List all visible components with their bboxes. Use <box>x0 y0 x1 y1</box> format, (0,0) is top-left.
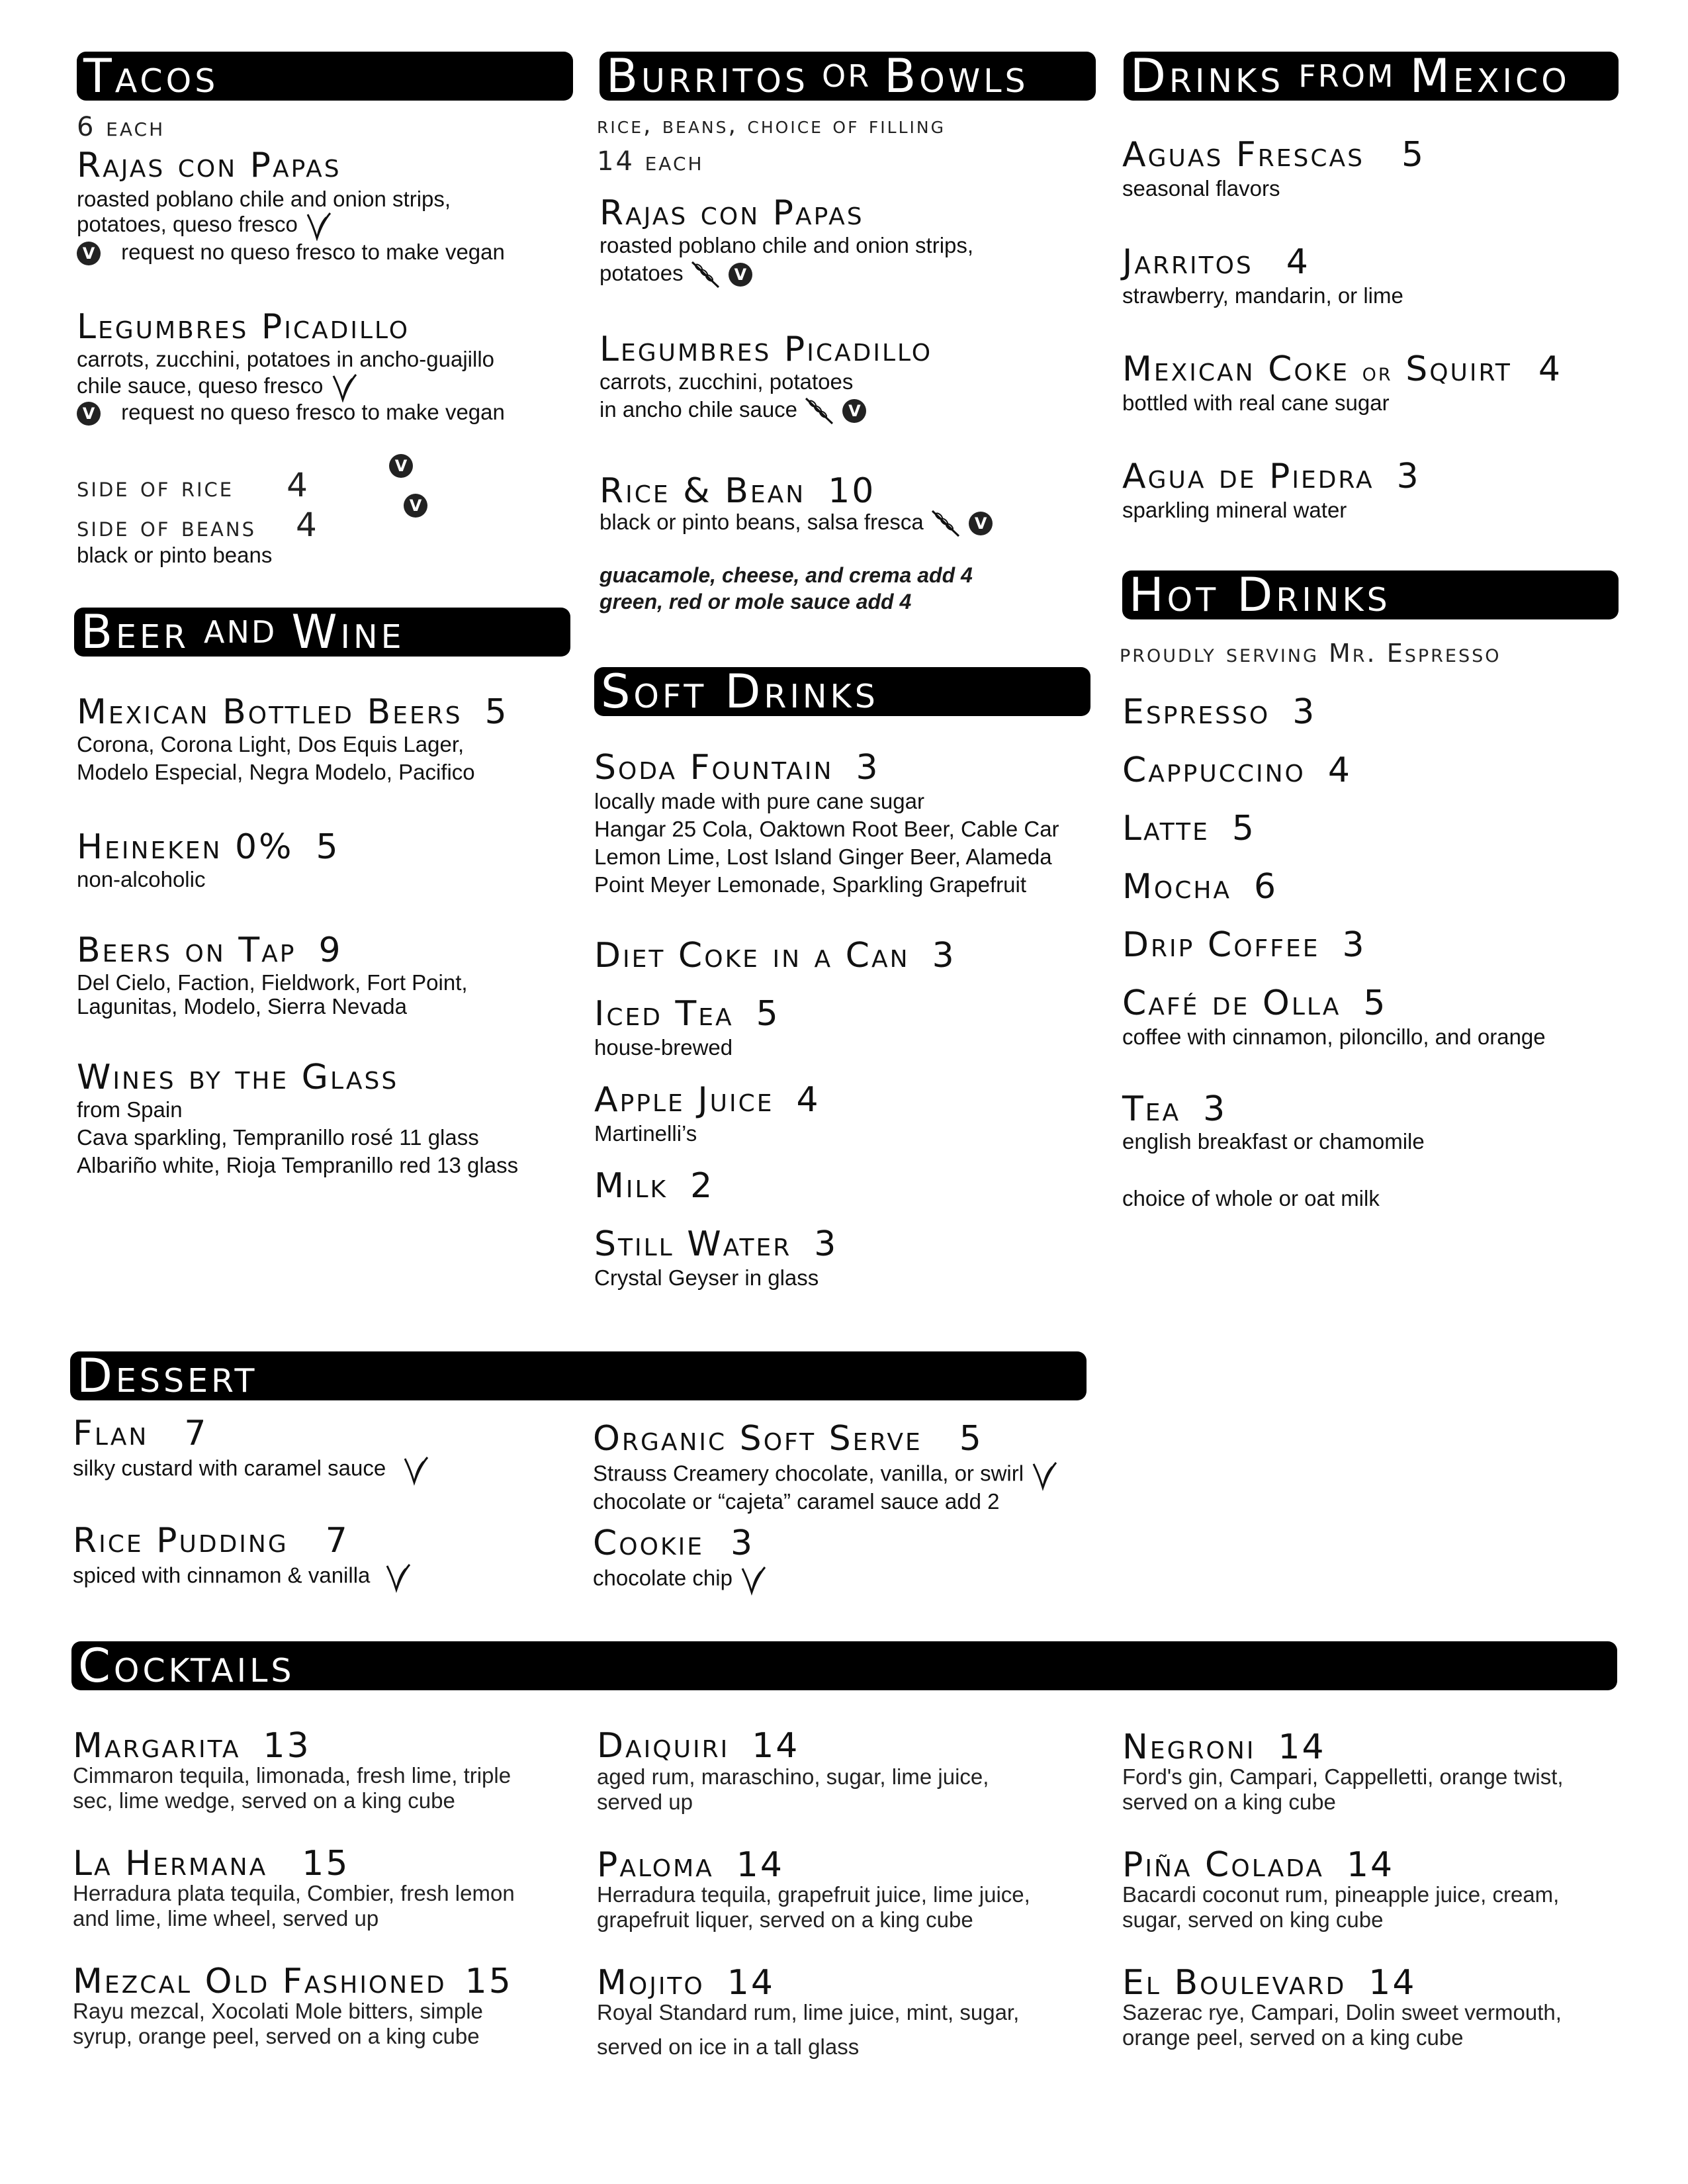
menu-item-desc: non-alcoholic <box>77 867 206 891</box>
menu-item-name: Daiquiri 14 <box>597 1726 800 1766</box>
menu-item-desc: chile sauce, queso fresco <box>77 372 359 402</box>
menu-item-desc: Sazerac rye, Campari, Dolin sweet vermouth, <box>1122 2000 1562 2025</box>
burritos-subtitle: rice, beans, choice of filling <box>597 112 946 139</box>
menu-item-name: Soda Fountain 3 <box>594 748 880 788</box>
menu-item-name: Cappuccino 4 <box>1122 751 1352 790</box>
menu-item-name: Mexican Coke or Squirt 4 <box>1122 349 1562 389</box>
menu-item-name: Rice Pudding 7 <box>73 1521 349 1561</box>
vegan-badge-icon: V <box>77 242 101 265</box>
menu-item-desc: aged rum, maraschino, sugar, lime juice, <box>597 1764 989 1789</box>
vegetarian-leaf-icon <box>383 1561 412 1594</box>
menu-item-desc: potatoes V <box>600 259 752 290</box>
side-item: side of rice 4 <box>77 466 310 504</box>
menu-item-desc: Herradura tequila, grapefruit juice, lime juice, <box>597 1882 1030 1907</box>
menu-item-name: Rajas con Papas <box>600 193 864 233</box>
menu-item-desc: Lemon Lime, Lost Island Ginger Beer, Alameda <box>594 844 1052 869</box>
menu-item-desc: chocolate chip <box>593 1563 768 1596</box>
menu-item-name: Cookie 3 <box>593 1524 755 1563</box>
section-header-beer-wine: Beer AND Wine <box>74 608 570 657</box>
menu-item-desc: Albariño white, Rioja Tempranillo red 13 glass <box>77 1153 519 1177</box>
menu-item-desc: syrup, orange peel, served on a king cube <box>73 2024 480 2048</box>
menu-item-name: Organic Soft Serve 5 <box>593 1419 983 1459</box>
menu-item-name: Rice & Bean 10 <box>600 471 876 511</box>
menu-item-desc: silky custard with caramel sauce <box>73 1453 430 1486</box>
menu-item-name: Still Water 3 <box>594 1224 838 1264</box>
menu-item-name: La Hermana 15 <box>73 1844 350 1884</box>
vegan-badge-icon: V <box>842 399 866 423</box>
menu-item-name: Mojito 14 <box>597 1963 775 2003</box>
menu-item-desc: and lime, lime wheel, served up <box>73 1906 379 1931</box>
section-header-cocktails: Cocktails <box>71 1641 1617 1690</box>
burritos-price-note: 14 each <box>597 146 704 177</box>
menu-item-name: Flan 7 <box>73 1414 208 1453</box>
menu-item-name: Agua de Piedra 3 <box>1122 457 1421 496</box>
menu-item-desc: served on ice in a tall glass <box>597 2034 860 2059</box>
vegetarian-leaf-icon <box>738 1563 768 1596</box>
vegetarian-leaf-icon <box>304 210 333 241</box>
menu-item-name: Legumbres Picadillo <box>600 330 933 369</box>
menu-item-name: Beers on Tap 9 <box>77 931 343 970</box>
menu-item-desc: seasonal flavors <box>1122 176 1280 201</box>
menu-item-desc: coffee with cinnamon, piloncillo, and orange <box>1122 1024 1546 1049</box>
menu-item-desc: Crystal Geyser in glass <box>594 1265 819 1290</box>
menu-item-name: Aguas Frescas 5 <box>1122 135 1426 175</box>
menu-item-desc: spiced with cinnamon & vanilla <box>73 1561 412 1594</box>
menu-item-name: Wines by the Glass <box>77 1058 399 1097</box>
milk-note: choice of whole or oat milk <box>1122 1186 1380 1210</box>
vegan-note: V request no queso fresco to make vegan <box>77 398 505 426</box>
vegan-badge-icon: V <box>389 454 413 478</box>
menu-item-desc: Corona, Corona Light, Dos Equis Lager, <box>77 732 465 756</box>
burrito-addon: guacamole, cheese, and crema add 4 <box>600 563 973 587</box>
menu-item-desc: roasted poblano chile and onion strips, <box>600 233 974 257</box>
menu-item-name: Mexican Bottled Beers 5 <box>77 692 509 732</box>
menu-item-name: Iced Tea 5 <box>594 994 780 1034</box>
menu-item-name: Apple Juice 4 <box>594 1080 821 1120</box>
menu-item-desc: chocolate or “cajeta” caramel sauce add 2 <box>593 1489 1000 1514</box>
menu-item-name: Rajas con Papas <box>77 146 341 185</box>
menu-item-name: Paloma 14 <box>597 1845 784 1885</box>
menu-item-name: El Boulevard 14 <box>1122 1963 1417 2003</box>
menu-item-desc: Ford's gin, Campari, Cappelletti, orange twist, <box>1122 1764 1564 1789</box>
menu-item-desc: Martinelli’s <box>594 1121 697 1146</box>
hot-drinks-subtitle: proudly serving Mr. Espresso <box>1120 639 1501 668</box>
menu-item-desc: locally made with pure cane sugar <box>594 789 924 813</box>
section-header-tacos: Tacos <box>77 52 573 101</box>
menu-item-desc: carrots, zucchini, potatoes <box>600 369 854 394</box>
vegetarian-leaf-icon <box>1030 1459 1059 1492</box>
menu-item-desc: roasted poblano chile and onion strips, <box>77 187 451 211</box>
menu-item-desc: Del Cielo, Faction, Fieldwork, Fort Point, <box>77 970 468 995</box>
menu-item-desc: sparkling mineral water <box>1122 498 1347 522</box>
menu-item-name: Negroni 14 <box>1122 1727 1326 1767</box>
menu-item-name: Mocha 6 <box>1122 867 1278 907</box>
vegan-badge-icon: V <box>404 494 427 518</box>
menu-item-desc: carrots, zucchini, potatoes in ancho-guajillo <box>77 347 495 371</box>
menu-item-desc: in ancho chile sauce V <box>600 396 866 426</box>
side-item: side of beans 4 <box>77 506 319 544</box>
vegan-note: V request no queso fresco to make vegan <box>77 238 505 266</box>
menu-item-name: Mezcal Old Fashioned 15 <box>73 1962 513 2001</box>
menu-item-desc: potatoes, queso fresco <box>77 210 333 241</box>
menu-item-name: Tea 3 <box>1122 1089 1227 1129</box>
menu-item-desc: Rayu mezcal, Xocolati Mole bitters, simple <box>73 1999 483 2023</box>
menu-item-name: Drip Coffee 3 <box>1122 925 1366 965</box>
vegetarian-leaf-icon <box>401 1453 430 1486</box>
section-header-soft-drinks: Soft Drinks <box>594 667 1090 716</box>
section-header-burritos: Burritos OR Bowls <box>600 52 1096 101</box>
menu-item-desc: served on a king cube <box>1122 1790 1336 1814</box>
menu-item-desc: english breakfast or chamomile <box>1122 1129 1425 1154</box>
menu-item-desc: Hangar 25 Cola, Oaktown Root Beer, Cable Car <box>594 817 1059 841</box>
vegan-badge-icon: V <box>77 402 101 426</box>
menu-item-name: Milk 2 <box>594 1166 715 1206</box>
menu-item-desc: Royal Standard rum, lime juice, mint, sugar, <box>597 2000 1020 2025</box>
menu-item-desc: served up <box>597 1790 693 1814</box>
menu-item-desc: Cimmaron tequila, limonada, fresh lime, triple <box>73 1763 511 1788</box>
menu-item-desc: Bacardi coconut rum, pineapple juice, cream, <box>1122 1882 1560 1907</box>
gluten-free-icon <box>803 396 836 426</box>
menu-item-name: Diet Coke in a Can 3 <box>594 936 956 976</box>
menu-item-desc: Point Meyer Lemonade, Sparkling Grapefruit <box>594 872 1027 897</box>
menu-item-desc: bottled with real cane sugar <box>1122 390 1390 415</box>
menu-item-desc: sec, lime wedge, served on a king cube <box>73 1788 455 1813</box>
tacos-price-note: 6 each <box>77 112 165 142</box>
menu-item-desc: orange peel, served on a king cube <box>1122 2025 1464 2050</box>
menu-item-desc: Cava sparkling, Tempranillo rosé 11 glass <box>77 1125 479 1150</box>
section-header-drinks-mexico: Drinks FROM Mexico <box>1124 52 1619 101</box>
menu-item-desc: Herradura plata tequila, Combier, fresh lemon <box>73 1881 515 1905</box>
menu-item-desc: from Spain <box>77 1097 183 1122</box>
section-header-dessert: Dessert <box>70 1351 1087 1400</box>
menu-item-name: Café de Olla 5 <box>1122 983 1388 1023</box>
menu-item-name: Piña Colada 14 <box>1122 1845 1395 1885</box>
menu-item-desc: black or pinto beans, salsa fresca V <box>600 508 993 539</box>
menu-item-desc: Modelo Especial, Negra Modelo, Pacifico <box>77 760 475 784</box>
gluten-free-icon <box>689 259 723 290</box>
menu-item-desc: strawberry, mandarin, or lime <box>1122 283 1403 308</box>
burrito-addon: green, red or mole sauce add 4 <box>600 590 912 614</box>
menu-item-desc: house-brewed <box>594 1035 733 1060</box>
menu-item-name: Latte 5 <box>1122 809 1256 848</box>
menu-item-desc: sugar, served on king cube <box>1122 1907 1384 1932</box>
menu-item-name: Heineken 0% 5 <box>77 827 340 867</box>
gluten-free-icon <box>930 508 963 539</box>
vegan-badge-icon: V <box>969 512 993 535</box>
vegan-badge-icon: V <box>729 263 752 287</box>
menu-item-desc: grapefruit liquer, served on a king cube <box>597 1907 973 1932</box>
sides-desc: black or pinto beans <box>77 543 273 567</box>
menu-item-name: Legumbres Picadillo <box>77 307 410 347</box>
menu-item-name: Jarritos 4 <box>1122 242 1310 282</box>
menu-item-desc: Strauss Creamery chocolate, vanilla, or swirl <box>593 1459 1059 1492</box>
menu-item-name: Espresso 3 <box>1122 692 1317 732</box>
menu-item-name: Margarita 13 <box>73 1726 311 1766</box>
menu-item-desc: Lagunitas, Modelo, Sierra Nevada <box>77 994 407 1019</box>
section-header-hot-drinks: Hot Drinks <box>1122 570 1619 619</box>
